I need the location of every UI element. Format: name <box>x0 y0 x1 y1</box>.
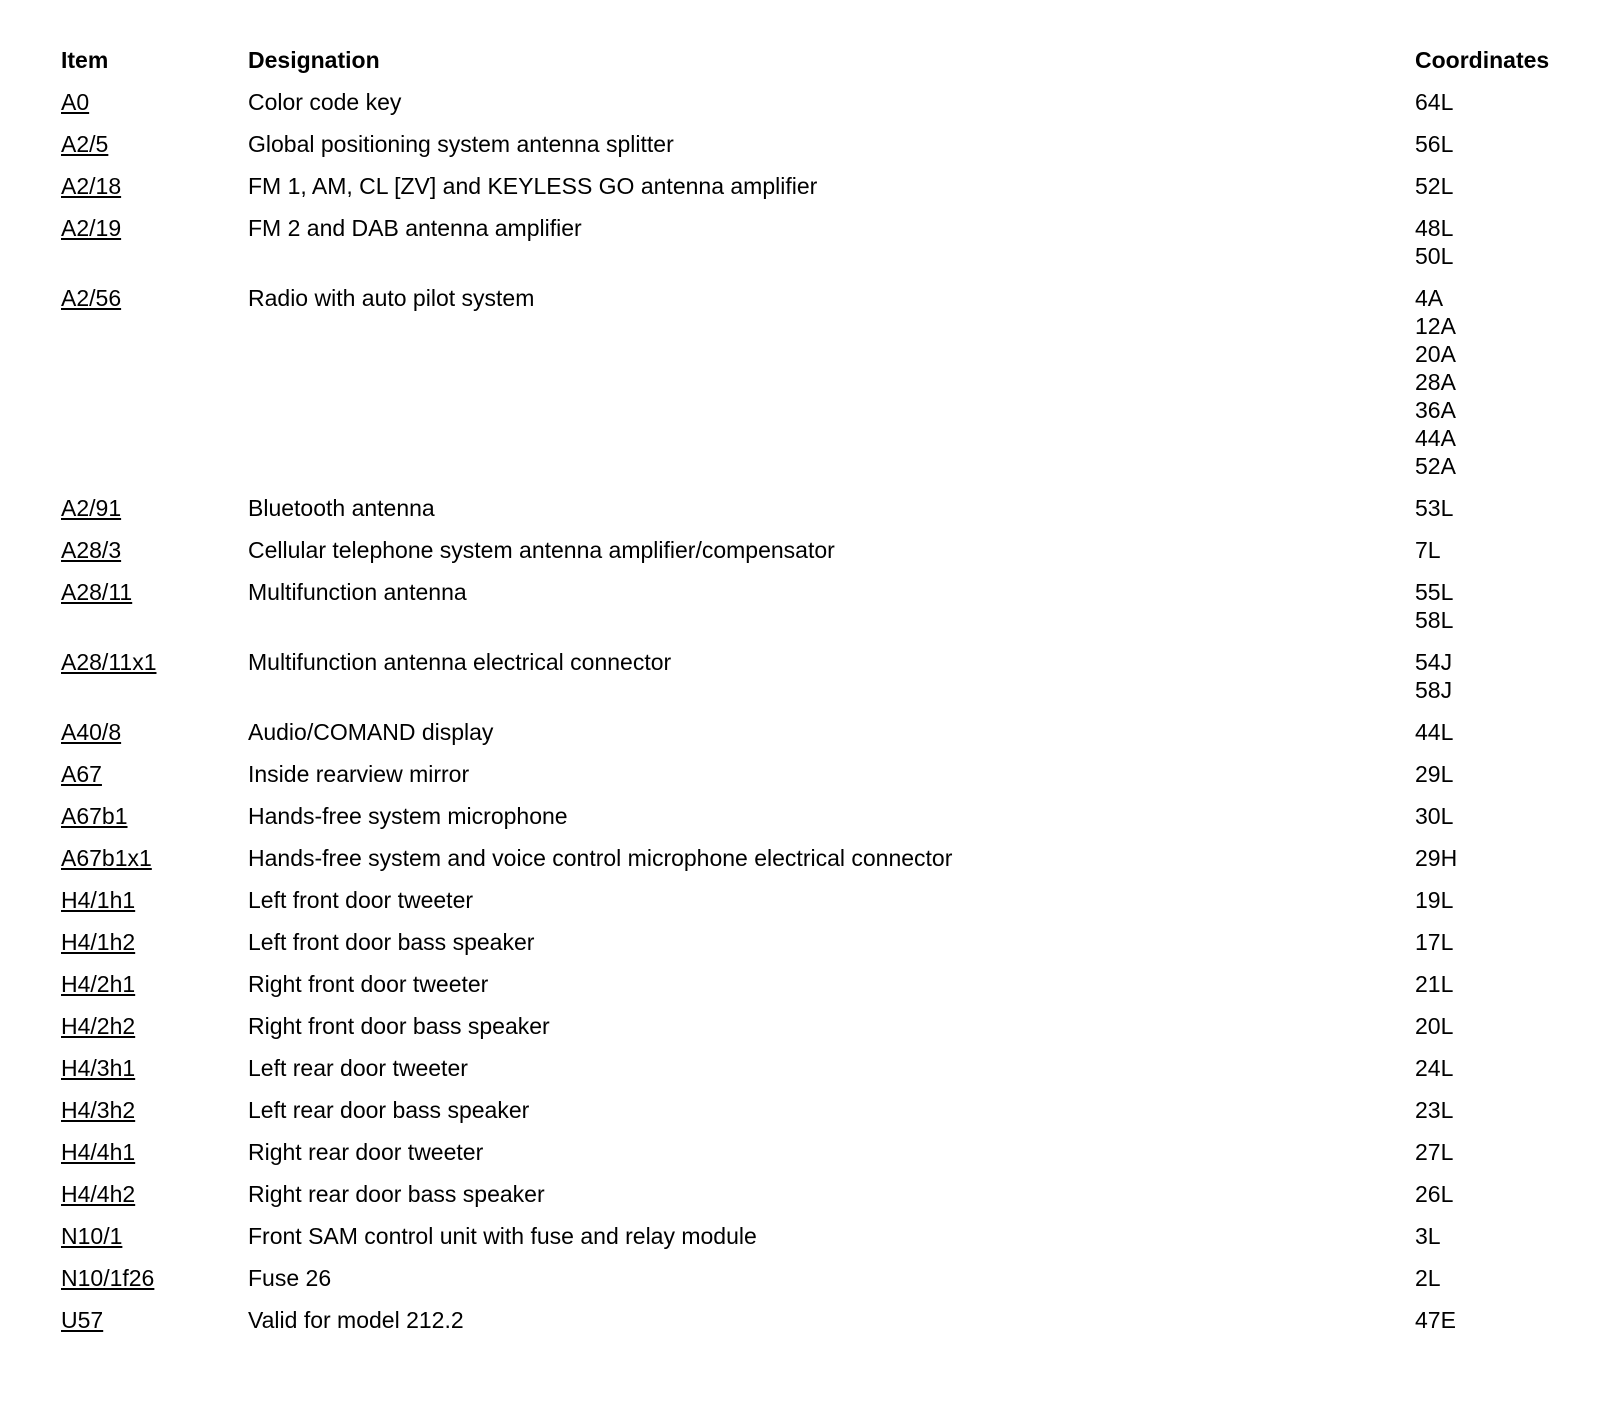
item-cell <box>61 760 248 788</box>
item-cell <box>61 1180 248 1208</box>
designation-cell: Left front door tweeter <box>248 887 474 913</box>
coordinate-value: 52L <box>1415 173 1454 199</box>
item-link[interactable]: A2/5 <box>61 131 109 157</box>
coordinate-value: 53L <box>1415 495 1454 521</box>
table-row <box>61 284 1561 480</box>
item-link[interactable]: A67b1 <box>61 803 128 829</box>
coordinate-value: 12A <box>1415 313 1456 339</box>
item-cell <box>61 718 248 746</box>
table-row <box>61 1096 1561 1124</box>
coordinates-cell <box>1415 970 1561 998</box>
designation-cell: Global positioning system antenna splitter <box>248 131 674 157</box>
designation-cell: Left rear door tweeter <box>248 1055 468 1081</box>
table-header <box>61 46 1561 88</box>
coordinates-cell <box>1415 648 1561 704</box>
item-link[interactable]: A28/3 <box>61 537 122 563</box>
table-row <box>61 214 1561 270</box>
coordinate-value: 36A <box>1415 397 1456 423</box>
coordinate-value: 55L <box>1415 579 1454 605</box>
designation-cell: FM 1, AM, CL [ZV] and KEYLESS GO antenna amplifier <box>248 173 818 199</box>
designation-cell: Left rear door bass speaker <box>248 1097 530 1123</box>
table-row <box>61 1180 1561 1208</box>
item-link[interactable]: A67b1x1 <box>61 845 152 871</box>
item-cell <box>61 1264 248 1292</box>
coordinate-value: 20L <box>1415 1013 1454 1039</box>
coordinate-value: 24L <box>1415 1055 1454 1081</box>
item-link[interactable]: A40/8 <box>61 719 122 745</box>
coordinates-cell <box>1415 1180 1561 1208</box>
item-link[interactable]: H4/3h1 <box>61 1055 136 1081</box>
coordinate-value: 30L <box>1415 803 1454 829</box>
coordinates-cell <box>1415 1306 1561 1334</box>
coordinates-cell <box>1415 172 1561 200</box>
coordinates-cell <box>1415 130 1561 158</box>
designation-cell: FM 2 and DAB antenna amplifier <box>248 215 582 241</box>
coordinates-cell <box>1415 536 1561 564</box>
designation-cell: Right rear door bass speaker <box>248 1181 545 1207</box>
item-cell <box>61 802 248 830</box>
component-legend-table <box>61 46 1561 1348</box>
coordinates-cell <box>1415 1264 1561 1292</box>
coordinates-cell <box>1415 88 1561 116</box>
table-row <box>61 886 1561 914</box>
designation-cell: Radio with auto pilot system <box>248 285 535 311</box>
item-cell <box>61 1138 248 1166</box>
coordinate-value: 52A <box>1415 453 1456 479</box>
coordinate-value: 28A <box>1415 369 1456 395</box>
coordinates-cell <box>1415 886 1561 914</box>
table-row <box>61 970 1561 998</box>
coordinates-cell <box>1415 578 1561 634</box>
coordinates-cell <box>1415 284 1561 480</box>
coordinate-value: 27L <box>1415 1139 1454 1165</box>
table-row <box>61 1306 1561 1334</box>
item-cell <box>61 648 248 676</box>
coordinate-value: 50L <box>1415 243 1454 269</box>
item-link[interactable]: H4/1h2 <box>61 929 136 955</box>
item-cell <box>61 1222 248 1250</box>
item-cell <box>61 130 248 158</box>
table-row <box>61 536 1561 564</box>
coordinate-value: 23L <box>1415 1097 1454 1123</box>
table-row <box>61 88 1561 116</box>
designation-column-header: Designation <box>248 47 380 73</box>
coordinates-cell <box>1415 1054 1561 1082</box>
coordinates-cell <box>1415 760 1561 788</box>
item-cell <box>61 928 248 956</box>
item-link[interactable]: A2/18 <box>61 173 122 199</box>
table-row <box>61 844 1561 872</box>
item-link[interactable]: H4/2h1 <box>61 971 136 997</box>
item-cell <box>61 844 248 872</box>
coordinates-cell <box>1415 1222 1561 1250</box>
table-row <box>61 718 1561 746</box>
item-cell <box>61 284 248 312</box>
designation-cell: Hands-free system microphone <box>248 803 568 829</box>
table-row <box>61 172 1561 200</box>
coordinate-value: 64L <box>1415 89 1454 115</box>
coordinate-value: 21L <box>1415 971 1454 997</box>
item-link[interactable]: A28/11x1 <box>61 649 157 675</box>
table-row <box>61 130 1561 158</box>
designation-cell: Right front door tweeter <box>248 971 489 997</box>
designation-cell: Front SAM control unit with fuse and relay module <box>248 1223 757 1249</box>
coordinates-cell <box>1415 1138 1561 1166</box>
coordinate-value: 17L <box>1415 929 1454 955</box>
coordinate-value: 4A <box>1415 285 1444 311</box>
coordinate-value: 7L <box>1415 537 1441 563</box>
item-link[interactable]: A2/91 <box>61 495 122 521</box>
item-cell <box>61 886 248 914</box>
item-cell <box>61 1012 248 1040</box>
designation-cell: Color code key <box>248 89 402 115</box>
designation-cell: Left front door bass speaker <box>248 929 535 955</box>
designation-cell: Fuse 26 <box>248 1265 332 1291</box>
item-cell <box>61 88 248 116</box>
item-link[interactable]: N10/1 <box>61 1223 123 1249</box>
item-cell <box>61 578 248 606</box>
coordinate-value: 48L <box>1415 215 1454 241</box>
designation-cell: Valid for model 212.2 <box>248 1307 464 1333</box>
item-cell <box>61 214 248 242</box>
coordinates-cell <box>1415 1012 1561 1040</box>
item-link[interactable]: H4/3h2 <box>61 1097 136 1123</box>
table-row <box>61 1012 1561 1040</box>
table-row <box>61 928 1561 956</box>
item-column-header: Item <box>61 47 109 73</box>
coordinate-value: 29L <box>1415 761 1454 787</box>
coordinate-value: 58J <box>1415 677 1453 703</box>
coordinate-value: 19L <box>1415 887 1454 913</box>
coordinates-cell <box>1415 718 1561 746</box>
designation-cell: Cellular telephone system antenna amplifier/compensator <box>248 537 835 563</box>
coordinate-value: 3L <box>1415 1223 1441 1249</box>
coordinates-cell <box>1415 844 1561 872</box>
coordinate-value: 58L <box>1415 607 1454 633</box>
item-link[interactable]: H4/4h2 <box>61 1181 136 1207</box>
table-row <box>61 1264 1561 1292</box>
coordinate-value: 54J <box>1415 649 1453 675</box>
item-link[interactable]: H4/2h2 <box>61 1013 136 1039</box>
table-row <box>61 578 1561 634</box>
coordinates-cell <box>1415 214 1561 270</box>
designation-cell: Bluetooth antenna <box>248 495 435 521</box>
designation-cell: Hands-free system and voice control microphone electrical connector <box>248 845 953 871</box>
item-link[interactable]: A2/56 <box>61 285 122 311</box>
table-row <box>61 1222 1561 1250</box>
table-row <box>61 494 1561 522</box>
item-cell <box>61 1306 248 1334</box>
table-row <box>61 802 1561 830</box>
coordinates-cell <box>1415 494 1561 522</box>
coordinates-column-header: Coordinates <box>1415 47 1550 73</box>
table-row <box>61 648 1561 704</box>
coordinate-value: 2L <box>1415 1265 1441 1291</box>
item-link[interactable]: A2/19 <box>61 215 122 241</box>
item-link[interactable]: H4/4h1 <box>61 1139 136 1165</box>
table-row <box>61 1054 1561 1082</box>
item-cell <box>61 1096 248 1124</box>
designation-cell: Right front door bass speaker <box>248 1013 550 1039</box>
coordinate-value: 47E <box>1415 1307 1456 1333</box>
designation-cell: Right rear door tweeter <box>248 1139 484 1165</box>
item-link[interactable]: A28/11 <box>61 579 133 605</box>
designation-cell: Multifunction antenna <box>248 579 467 605</box>
item-link[interactable]: H4/1h1 <box>61 887 136 913</box>
coordinate-value: 56L <box>1415 131 1454 157</box>
coordinates-cell <box>1415 802 1561 830</box>
table-body <box>61 88 1561 1334</box>
item-link[interactable]: A0 <box>61 89 90 115</box>
coordinate-value: 44L <box>1415 719 1454 745</box>
coordinates-cell <box>1415 928 1561 956</box>
table-row <box>61 760 1561 788</box>
item-cell <box>61 970 248 998</box>
item-cell <box>61 494 248 522</box>
item-cell <box>61 1054 248 1082</box>
item-cell <box>61 536 248 564</box>
item-link[interactable]: A67 <box>61 761 102 787</box>
item-link[interactable]: N10/1f26 <box>61 1265 155 1291</box>
item-link[interactable]: U57 <box>61 1307 104 1333</box>
coordinate-value: 26L <box>1415 1181 1454 1207</box>
coordinates-cell <box>1415 1096 1561 1124</box>
item-cell <box>61 172 248 200</box>
designation-cell: Audio/COMAND display <box>248 719 494 745</box>
designation-cell: Multifunction antenna electrical connector <box>248 649 672 675</box>
coordinate-value: 20A <box>1415 341 1456 367</box>
coordinate-value: 29H <box>1415 845 1458 871</box>
table-row <box>61 1138 1561 1166</box>
coordinate-value: 44A <box>1415 425 1456 451</box>
designation-cell: Inside rearview mirror <box>248 761 470 787</box>
